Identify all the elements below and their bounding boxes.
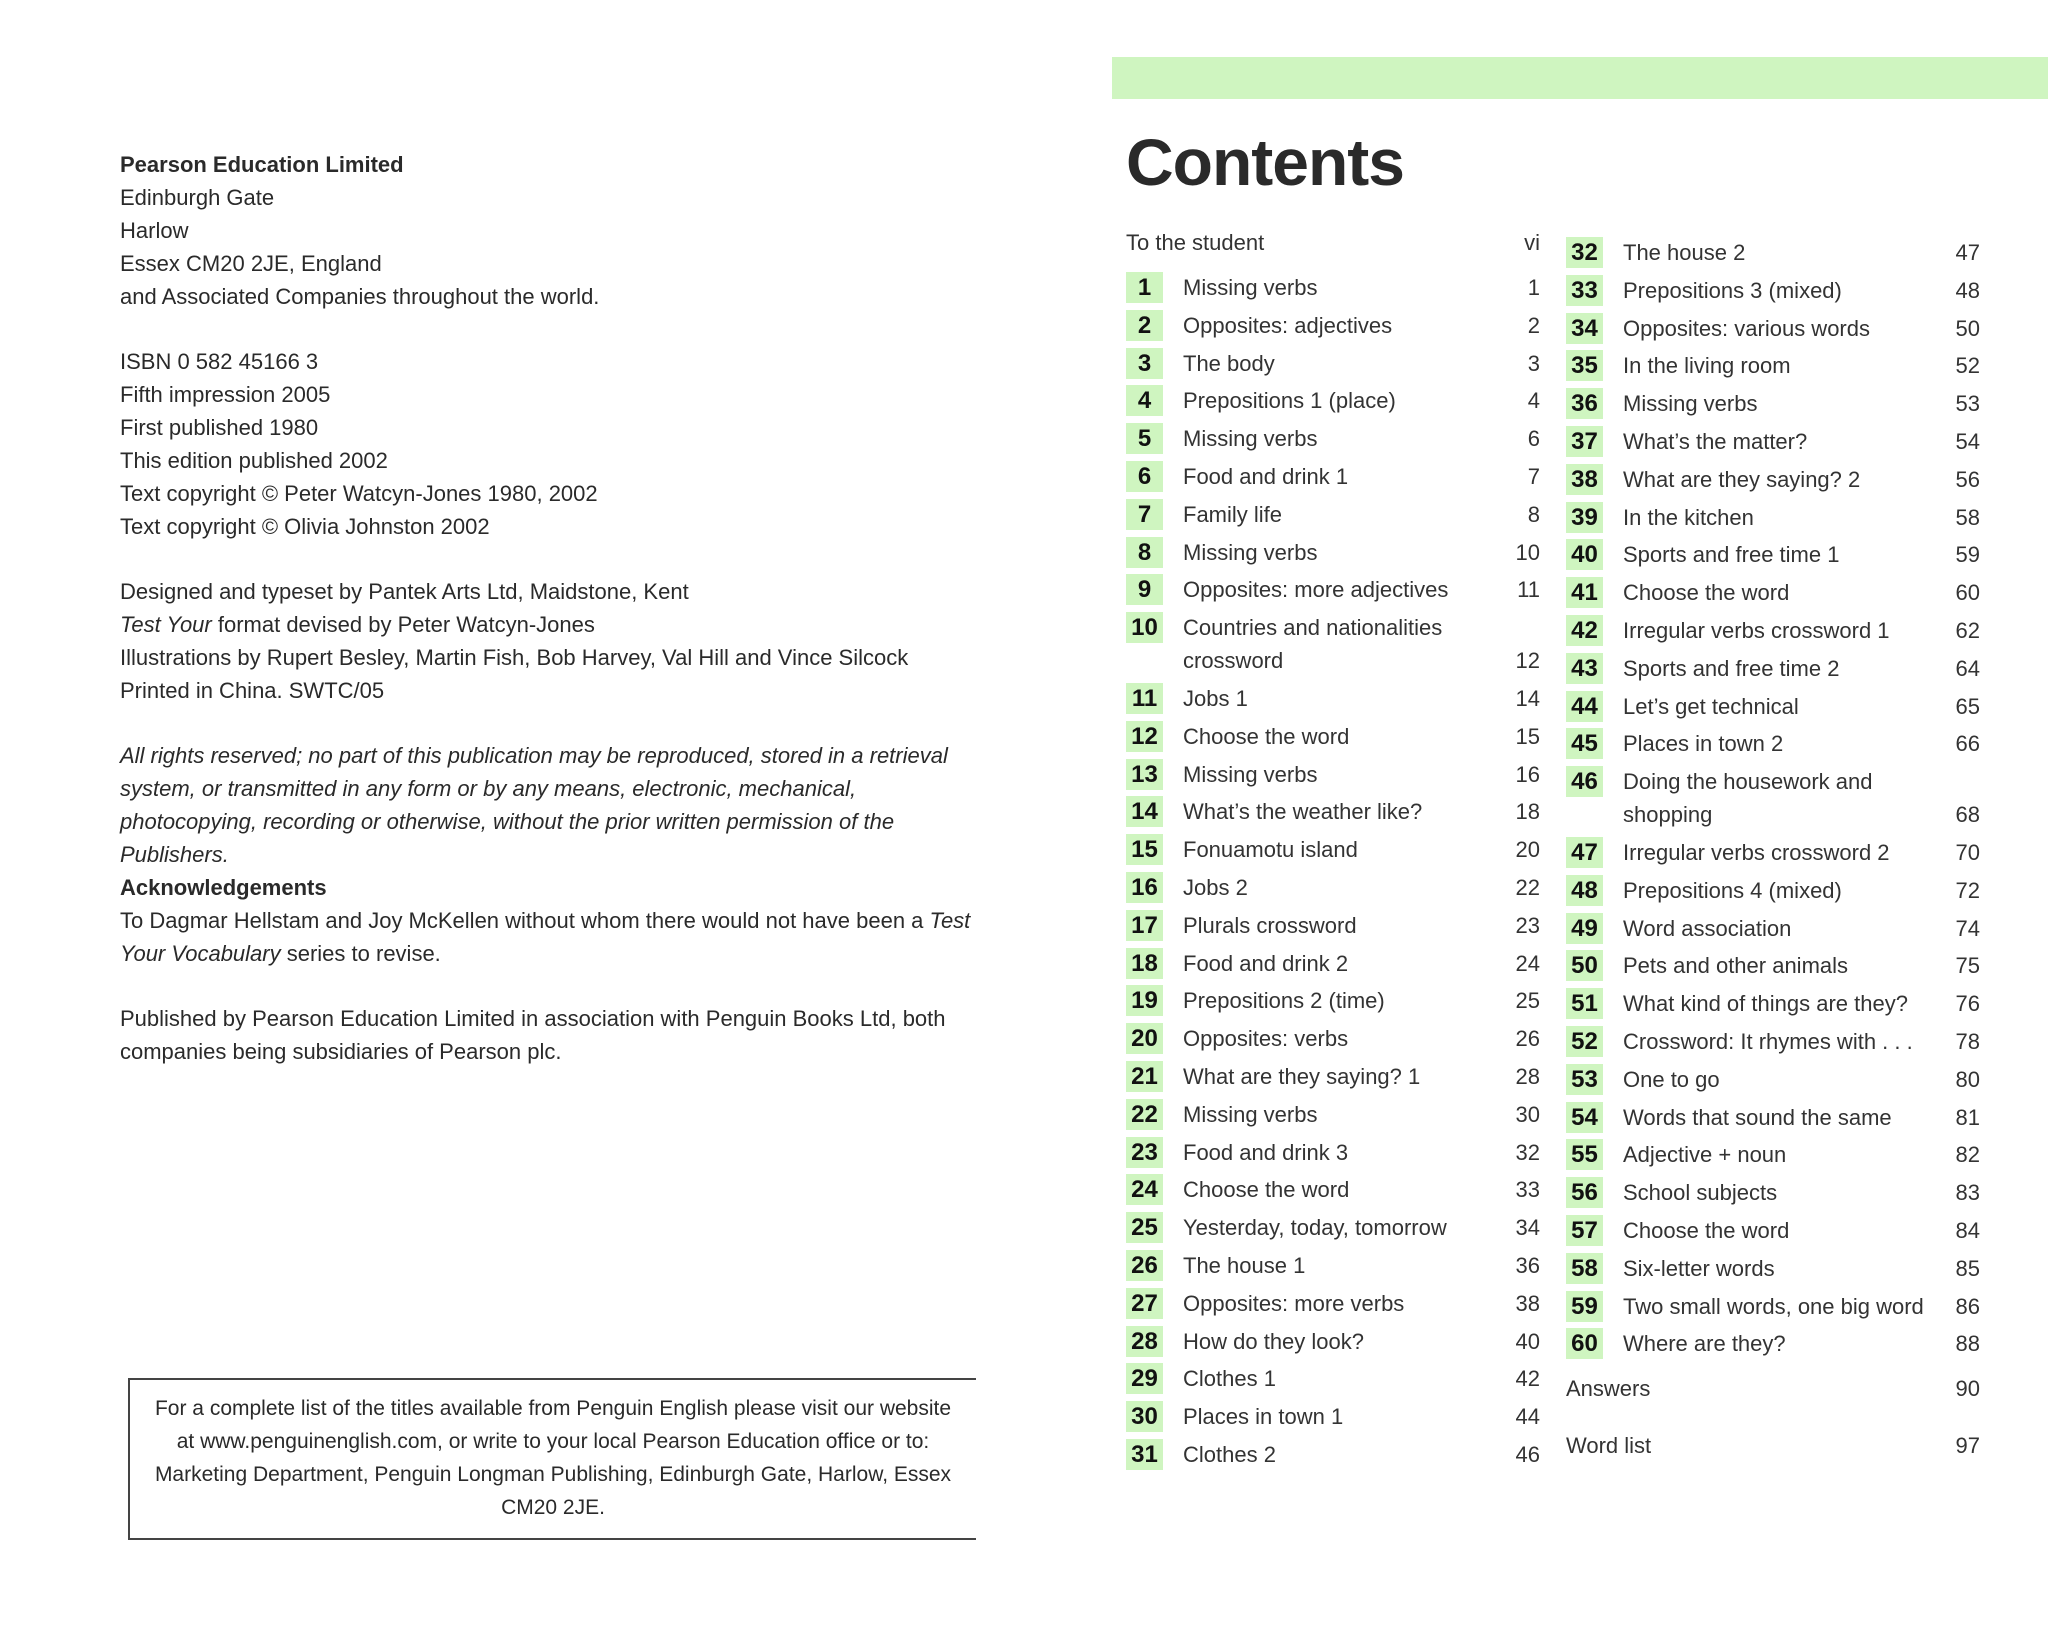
entry-page: 90 xyxy=(1955,1376,1980,1402)
acknowledgements-text-italic: Test Your Vocabulary xyxy=(120,908,971,966)
contents-entry xyxy=(1566,387,1980,420)
entry-page: 48 xyxy=(1955,277,1980,303)
contents-entry xyxy=(1566,1214,1980,1247)
entry-page: 20 xyxy=(1515,837,1540,863)
entry-page: 70 xyxy=(1955,839,1980,865)
copyright-line: Text copyright © Peter Watcyn-Jones 1980, 2002 xyxy=(120,481,598,506)
contents-entry xyxy=(1126,1400,1540,1433)
entry-title: Prepositions 1 (place) xyxy=(1183,388,1396,414)
entry-title: Where are they? xyxy=(1623,1331,1786,1357)
entry-title: In the living room xyxy=(1623,353,1791,379)
contents-entry xyxy=(1126,1438,1540,1471)
contents-entry xyxy=(1566,349,1980,382)
contents-entry xyxy=(1126,1022,1540,1055)
unit-number-badge: 41 xyxy=(1566,577,1603,608)
entry-title: What are they saying? 1 xyxy=(1183,1063,1421,1089)
entry-title: Missing verbs xyxy=(1183,1101,1318,1127)
entry-page: 84 xyxy=(1955,1217,1980,1243)
publisher-name: Pearson Education Limited xyxy=(120,152,404,177)
entry-page: 54 xyxy=(1955,428,1980,454)
contents-entry xyxy=(1566,765,1980,831)
unit-number-badge: 32 xyxy=(1566,237,1603,268)
unit-number-badge: 13 xyxy=(1126,759,1163,790)
entry-title: Missing verbs xyxy=(1183,275,1318,300)
entry-title: Places in town 1 xyxy=(1183,1404,1344,1430)
contents-entry xyxy=(1566,690,1980,723)
unit-number-badge: 14 xyxy=(1126,796,1163,827)
format-credit-italic: Test Your xyxy=(120,612,212,637)
entry-page: 59 xyxy=(1955,542,1980,568)
publisher-address xyxy=(120,148,980,313)
entry-title: Countries and nationalities crossword xyxy=(1183,615,1443,674)
unit-number-badge: 59 xyxy=(1566,1291,1603,1322)
entry-title: Jobs 2 xyxy=(1183,874,1248,900)
entry-page: 38 xyxy=(1515,1290,1540,1316)
published-by-statement: Published by Pearson Education Limited in association with Penguin Books Ltd, both companies being subsidiaries of Pearson plc. xyxy=(120,1006,946,1064)
unit-number-badge: 27 xyxy=(1126,1288,1163,1319)
entry-title: One to go xyxy=(1623,1066,1720,1092)
contents-entry-answers xyxy=(1566,1372,1980,1405)
production-credits xyxy=(120,575,980,707)
unit-number-badge: 57 xyxy=(1566,1215,1603,1246)
contents-list-2 xyxy=(1566,236,1980,1360)
unit-number-badge: 25 xyxy=(1126,1212,1163,1243)
unit-number-badge: 38 xyxy=(1566,464,1603,495)
unit-number-badge: 24 xyxy=(1126,1174,1163,1205)
entry-page: 6 xyxy=(1527,426,1540,452)
entry-page: 62 xyxy=(1955,617,1980,643)
unit-number-badge: 50 xyxy=(1566,950,1603,981)
contents-entry xyxy=(1566,425,1980,458)
unit-number-badge: 36 xyxy=(1566,388,1603,419)
contents-entry xyxy=(1126,833,1540,866)
entry-page: 81 xyxy=(1955,1104,1980,1130)
entry-title: Missing verbs xyxy=(1183,539,1318,565)
entry-title: Prepositions 3 (mixed) xyxy=(1623,277,1842,303)
contents-entry xyxy=(1566,538,1980,571)
entry-page: 16 xyxy=(1515,761,1540,787)
entry-page: 8 xyxy=(1527,501,1540,527)
entry-page: 24 xyxy=(1515,950,1540,976)
entry-page: 15 xyxy=(1515,723,1540,749)
unit-number-badge: 5 xyxy=(1126,423,1163,454)
contents-entry xyxy=(1126,1060,1540,1093)
contents-entry xyxy=(1126,384,1540,417)
entry-page: 23 xyxy=(1515,912,1540,938)
entry-page: 10 xyxy=(1515,539,1540,565)
unit-number-badge: 28 xyxy=(1126,1326,1163,1357)
entry-title: Clothes 2 xyxy=(1183,1441,1276,1467)
entry-page: 32 xyxy=(1515,1139,1540,1165)
contents-entry xyxy=(1126,1098,1540,1131)
contents-entry-intro xyxy=(1126,226,1540,259)
entry-page: 75 xyxy=(1955,953,1980,979)
contents-entry xyxy=(1126,984,1540,1017)
contents-entry xyxy=(1126,271,1540,304)
unit-number-badge: 29 xyxy=(1126,1363,1163,1394)
entry-title: Opposites: more adjectives xyxy=(1183,577,1449,603)
contents-entry xyxy=(1566,652,1980,685)
unit-number-badge: 19 xyxy=(1126,985,1163,1016)
entry-title: Word list xyxy=(1566,1433,1652,1459)
entry-page: 76 xyxy=(1955,991,1980,1017)
contents-entry xyxy=(1566,1290,1980,1323)
entry-page: 68 xyxy=(1955,802,1980,828)
contents-entry xyxy=(1126,1211,1540,1244)
unit-number-badge: 45 xyxy=(1566,728,1603,759)
entry-page: 33 xyxy=(1515,1177,1540,1203)
unit-number-badge: 48 xyxy=(1566,875,1603,906)
address-line: and Associated Companies throughout the world. xyxy=(120,284,600,309)
entry-title: Sports and free time 2 xyxy=(1623,655,1840,681)
contents-entry xyxy=(1126,1362,1540,1395)
contents-entry xyxy=(1566,987,1980,1020)
entry-title: Prepositions 4 (mixed) xyxy=(1623,877,1842,903)
entry-title: Irregular verbs crossword 1 xyxy=(1623,617,1890,643)
impression-history xyxy=(120,378,980,543)
unit-number-badge: 55 xyxy=(1566,1139,1603,1170)
unit-number-badge: 15 xyxy=(1126,834,1163,865)
unit-number-badge: 10 xyxy=(1126,612,1163,643)
contents-entry xyxy=(1566,576,1980,609)
impression-line: First published 1980 xyxy=(120,415,319,440)
unit-number-badge: 26 xyxy=(1126,1250,1163,1281)
entry-title: Food and drink 3 xyxy=(1183,1139,1349,1165)
unit-number-badge: 44 xyxy=(1566,691,1603,722)
contents-entry xyxy=(1126,309,1540,342)
contents-entry-word-list xyxy=(1566,1429,1980,1462)
illustration-credit: Illustrations by Rupert Besley, Martin Fish, Bob Harvey, Val Hill and Vince Silcock xyxy=(120,645,909,670)
contents-entry xyxy=(1126,871,1540,904)
isbn: ISBN 0 582 45166 3 xyxy=(120,349,319,374)
entry-page: 14 xyxy=(1515,685,1540,711)
unit-number-badge: 35 xyxy=(1566,350,1603,381)
unit-number-badge: 20 xyxy=(1126,1023,1163,1054)
entry-page: 18 xyxy=(1515,799,1540,825)
contents-column-2 xyxy=(1566,236,1980,1462)
contents-column-1 xyxy=(1126,226,1540,1476)
contents-entry xyxy=(1566,1176,1980,1209)
entry-title: Pets and other animals xyxy=(1623,953,1849,979)
contents-entry xyxy=(1126,1249,1540,1282)
contents-entry xyxy=(1566,727,1980,760)
entry-page: 65 xyxy=(1955,693,1980,719)
contents-entry xyxy=(1126,1325,1540,1358)
entry-title: Adjective + noun xyxy=(1623,1142,1787,1168)
contents-entry xyxy=(1566,274,1980,307)
contents-entry xyxy=(1566,1327,1980,1360)
entry-page: 36 xyxy=(1515,1252,1540,1278)
entry-page: 86 xyxy=(1955,1293,1980,1319)
contents-entry xyxy=(1126,611,1540,677)
entry-page: 85 xyxy=(1955,1255,1980,1281)
unit-number-badge: 16 xyxy=(1126,872,1163,903)
contents-entry xyxy=(1566,912,1980,945)
unit-number-badge: 30 xyxy=(1126,1401,1163,1432)
unit-number-badge: 43 xyxy=(1566,653,1603,684)
entry-title: Irregular verbs crossword 2 xyxy=(1623,839,1890,865)
entry-title: Places in town 2 xyxy=(1623,731,1784,757)
entry-page: 34 xyxy=(1515,1215,1540,1241)
copyright-line: Text copyright © Olivia Johnston 2002 xyxy=(120,514,490,539)
header-accent-bar xyxy=(1112,57,2048,99)
unit-number-badge: 17 xyxy=(1126,910,1163,941)
entry-page: 44 xyxy=(1515,1404,1540,1430)
entry-page: 28 xyxy=(1515,1063,1540,1089)
entry-title: What kind of things are they? xyxy=(1623,991,1908,1017)
entry-page: 30 xyxy=(1515,1101,1540,1127)
contents-entry xyxy=(1126,536,1540,569)
unit-number-badge: 7 xyxy=(1126,499,1163,530)
unit-number-badge: 22 xyxy=(1126,1099,1163,1130)
entry-page: 46 xyxy=(1515,1441,1540,1467)
contents-entry xyxy=(1566,236,1980,269)
entry-title: Fonuamotu island xyxy=(1183,837,1358,863)
entry-title: School subjects xyxy=(1623,1180,1778,1206)
contents-entry xyxy=(1566,1252,1980,1285)
unit-number-badge: 56 xyxy=(1566,1177,1603,1208)
contents-entry xyxy=(1126,460,1540,493)
address-line: Harlow xyxy=(120,218,189,243)
entry-title: Crossword: It rhymes with . . . xyxy=(1623,1028,1913,1054)
contents-entry xyxy=(1126,909,1540,942)
entry-page: 56 xyxy=(1955,466,1980,492)
entry-page: 3 xyxy=(1527,350,1540,376)
contents-list-1 xyxy=(1126,271,1540,1471)
entry-title: Answers xyxy=(1566,1376,1651,1402)
entry-page: 74 xyxy=(1955,915,1980,941)
entry-page: 42 xyxy=(1515,1366,1540,1392)
entry-title: Choose the word xyxy=(1623,1217,1790,1243)
acknowledgements xyxy=(120,871,980,970)
unit-number-badge: 42 xyxy=(1566,615,1603,646)
contents-entry xyxy=(1126,1136,1540,1169)
acknowledgements-heading: Acknowledgements xyxy=(120,875,327,900)
entry-title: Doing the housework and shopping xyxy=(1623,769,1873,828)
entry-page: 72 xyxy=(1955,877,1980,903)
entry-page: 12 xyxy=(1515,648,1540,674)
entry-page: 78 xyxy=(1955,1028,1980,1054)
entry-page: 97 xyxy=(1955,1433,1980,1459)
unit-number-badge: 46 xyxy=(1566,766,1603,797)
unit-number-badge: 21 xyxy=(1126,1061,1163,1092)
entry-title: Choose the word xyxy=(1183,1177,1350,1203)
address-line: Essex CM20 2JE, England xyxy=(120,251,382,276)
contents-entry xyxy=(1126,498,1540,531)
unit-number-badge: 40 xyxy=(1566,539,1603,570)
entry-title: Clothes 1 xyxy=(1183,1366,1276,1392)
printing-credit: Printed in China. SWTC/05 xyxy=(120,678,385,703)
entry-title: To the student xyxy=(1126,230,1265,255)
entry-page: 47 xyxy=(1955,240,1980,265)
entry-title: Choose the word xyxy=(1623,580,1790,606)
entry-title: Plurals crossword xyxy=(1183,912,1357,938)
contents-entry xyxy=(1126,947,1540,980)
contents-entry xyxy=(1126,1173,1540,1206)
design-credit: Designed and typeset by Pantek Arts Ltd, Maidstone, Kent xyxy=(120,579,689,604)
entry-title: Choose the word xyxy=(1183,723,1350,749)
unit-number-badge: 60 xyxy=(1566,1328,1603,1359)
entry-page: 40 xyxy=(1515,1328,1540,1354)
contents-entry xyxy=(1126,573,1540,606)
entry-title: How do they look? xyxy=(1183,1328,1364,1354)
entry-title: The body xyxy=(1183,350,1275,376)
entry-page: 80 xyxy=(1955,1066,1980,1092)
unit-number-badge: 23 xyxy=(1126,1137,1163,1168)
unit-number-badge: 9 xyxy=(1126,574,1163,605)
penguin-english-notice: For a complete list of the titles available from Penguin English please visit our website at www.penguinenglish.com, or write to your local Pearson Education office or to: Marketing Department, Penguin Longman Publishing, Edinburgh Gate, Harlow, Essex CM20 2JE. xyxy=(128,1378,976,1540)
contents-entry xyxy=(1566,312,1980,345)
entry-page: 58 xyxy=(1955,504,1980,530)
contents-entry xyxy=(1126,1287,1540,1320)
unit-number-badge: 54 xyxy=(1566,1102,1603,1133)
unit-number-badge: 33 xyxy=(1566,275,1603,306)
entry-page: 25 xyxy=(1515,988,1540,1014)
entry-title: Missing verbs xyxy=(1623,391,1758,417)
entry-title: Opposites: adjectives xyxy=(1183,312,1393,338)
entry-page: 88 xyxy=(1955,1331,1980,1357)
entry-title: Food and drink 1 xyxy=(1183,463,1349,489)
unit-number-badge: 3 xyxy=(1126,348,1163,379)
entry-title: Opposites: various words xyxy=(1623,315,1870,341)
acknowledgements-text-part: series to revise. xyxy=(280,941,441,966)
entry-title: Two small words, one big word xyxy=(1623,1293,1924,1319)
entry-title: Prepositions 2 (time) xyxy=(1183,988,1385,1014)
unit-number-badge: 1 xyxy=(1126,272,1163,303)
entry-page: 66 xyxy=(1955,731,1980,757)
entry-page: 64 xyxy=(1955,655,1980,681)
unit-number-badge: 39 xyxy=(1566,502,1603,533)
contents-entry xyxy=(1566,836,1980,869)
unit-number-badge: 11 xyxy=(1126,683,1163,714)
unit-number-badge: 51 xyxy=(1566,988,1603,1019)
entry-page: 2 xyxy=(1527,312,1540,338)
contents-entry xyxy=(1566,614,1980,647)
contents-entry xyxy=(1566,1138,1980,1171)
unit-number-badge: 53 xyxy=(1566,1064,1603,1095)
entry-page: 53 xyxy=(1955,391,1980,417)
contents-entry xyxy=(1566,1063,1980,1096)
entry-page: 11 xyxy=(1517,577,1540,603)
unit-number-badge: 2 xyxy=(1126,310,1163,341)
unit-number-badge: 12 xyxy=(1126,721,1163,752)
entry-title: The house 2 xyxy=(1623,240,1746,265)
entry-title: In the kitchen xyxy=(1623,504,1754,530)
unit-number-badge: 4 xyxy=(1126,385,1163,416)
unit-number-badge: 8 xyxy=(1126,537,1163,568)
entry-title: Word association xyxy=(1623,915,1792,941)
entry-page: 52 xyxy=(1955,353,1980,379)
entry-title: Opposites: verbs xyxy=(1183,1026,1349,1052)
contents-entry xyxy=(1566,1101,1980,1134)
unit-number-badge: 37 xyxy=(1566,426,1603,457)
acknowledgements-text-part: To Dagmar Hellstam and Joy McKellen without whom there would not have been a xyxy=(120,908,930,933)
contents-entry xyxy=(1566,501,1980,534)
contents-entry xyxy=(1126,347,1540,380)
contents-entry xyxy=(1566,463,1980,496)
entry-title: What’s the matter? xyxy=(1623,428,1808,454)
contents-entry xyxy=(1126,758,1540,791)
impression-line: Fifth impression 2005 xyxy=(120,382,331,407)
entry-title: Jobs 1 xyxy=(1183,685,1248,711)
entry-title: The house 1 xyxy=(1183,1252,1306,1278)
entry-title: Food and drink 2 xyxy=(1183,950,1349,976)
entry-title: What are they saying? 2 xyxy=(1623,466,1861,492)
contents-title: Contents xyxy=(1126,125,1404,199)
format-credit xyxy=(120,608,980,641)
acknowledgements-text xyxy=(120,904,980,970)
entry-page: 26 xyxy=(1515,1026,1540,1052)
contents-entry xyxy=(1566,949,1980,982)
entry-title: Six-letter words xyxy=(1623,1255,1775,1281)
contents-entry xyxy=(1126,720,1540,753)
entry-title: Sports and free time 1 xyxy=(1623,542,1840,568)
rights-statement: All rights reserved; no part of this publication may be reproduced, stored in a retrieval system, or transmitted in any form or by any means, electronic, mechanical, photocopying, recording or otherwise, without the prior written permission of the Publishers. xyxy=(120,743,948,867)
unit-number-badge: 47 xyxy=(1566,837,1603,868)
contents-entry xyxy=(1126,682,1540,715)
entry-page: 50 xyxy=(1955,315,1980,341)
entry-title: Family life xyxy=(1183,501,1283,527)
impression-line: This edition published 2002 xyxy=(120,448,388,473)
entry-page: vi xyxy=(1524,230,1540,255)
entry-page: 4 xyxy=(1527,388,1540,414)
entry-title: Missing verbs xyxy=(1183,761,1318,787)
entry-title: Opposites: more verbs xyxy=(1183,1290,1405,1316)
entry-page: 22 xyxy=(1515,874,1540,900)
contents-entry xyxy=(1566,1025,1980,1058)
entry-page: 82 xyxy=(1955,1142,1980,1168)
entry-title: Yesterday, today, tomorrow xyxy=(1183,1215,1447,1241)
entry-page: 60 xyxy=(1955,580,1980,606)
unit-number-badge: 6 xyxy=(1126,461,1163,492)
unit-number-badge: 18 xyxy=(1126,948,1163,979)
format-credit-rest: format devised by Peter Watcyn-Jones xyxy=(211,612,595,637)
contents-entry xyxy=(1126,422,1540,455)
imprint-page xyxy=(120,148,980,1068)
contents-entry xyxy=(1566,874,1980,907)
entry-page: 7 xyxy=(1527,463,1540,489)
unit-number-badge: 49 xyxy=(1566,913,1603,944)
address-line: Edinburgh Gate xyxy=(120,185,275,210)
entry-title: Words that sound the same xyxy=(1623,1104,1892,1130)
entry-page: 83 xyxy=(1955,1180,1980,1206)
unit-number-badge: 31 xyxy=(1126,1439,1163,1470)
entry-title: Missing verbs xyxy=(1183,426,1318,452)
unit-number-badge: 34 xyxy=(1566,313,1603,344)
entry-title: What’s the weather like? xyxy=(1183,799,1423,825)
entry-title: Let’s get technical xyxy=(1623,693,1799,719)
entry-page: 1 xyxy=(1527,275,1540,300)
unit-number-badge: 58 xyxy=(1566,1253,1603,1284)
unit-number-badge: 52 xyxy=(1566,1026,1603,1057)
contents-entry xyxy=(1126,795,1540,828)
